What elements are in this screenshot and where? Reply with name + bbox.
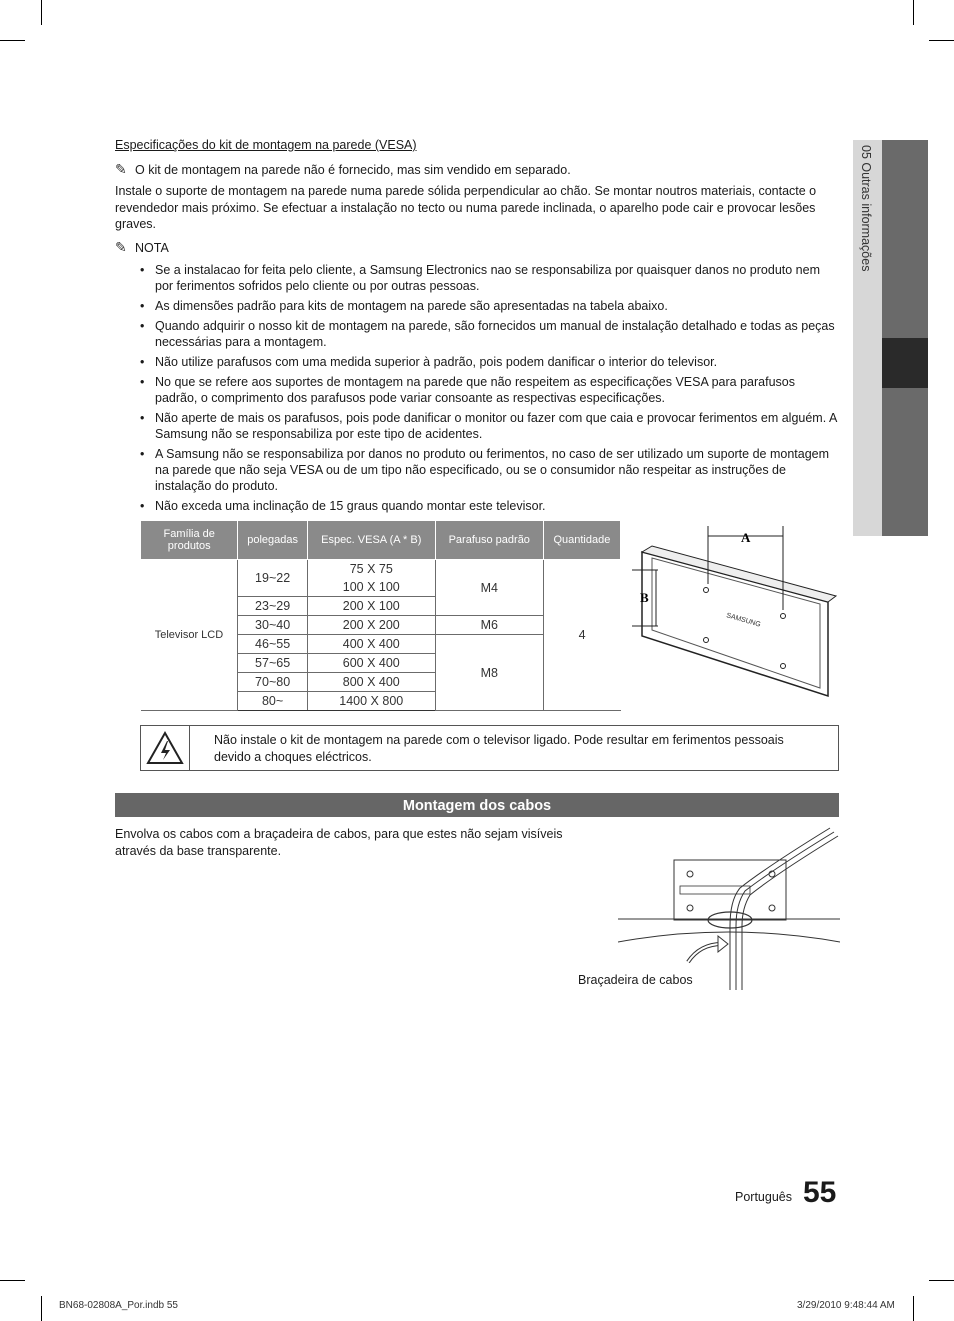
nota-label: NOTA [135,241,169,255]
screw-cell: M6 [435,616,543,635]
crop-mark [0,40,25,41]
column-header: Espec. VESA (A * B) [307,521,435,560]
crop-mark [929,1280,954,1281]
nota-line [115,239,169,257]
vesa-cell: 75 X 75 [307,560,435,579]
inches-cell: 80~ [238,692,307,711]
vesa-cell: 1400 X 800 [307,692,435,711]
screw-cell: M8 [435,635,543,711]
vesa-cell: 200 X 200 [307,616,435,635]
list-item: • No que se refere aos suportes de montagem na parede que não respeitem as especificações VESA para parafusos padrão, o comprimento dos parafusos pode variar consoante as respectivas especificações. [140,374,840,406]
list-item: • Se a instalacao for feita pelo cliente, a Samsung Electronics nao se responsabiliza por quaisquer danos no produto nem por ferimentos sofridos pelo cliente ou por outras pessoas. [140,262,840,294]
electric-shock-warning-icon [141,726,189,770]
tv-back-diagram [628,524,838,704]
inches-cell: 70~80 [238,673,307,692]
warning-box [140,725,839,771]
footer-file: BN68-02808A_Por.indb 55 [59,1300,178,1311]
note-text: O kit de montagem na parede não é fornecido, mas sim vendido em separado. [135,163,571,177]
crop-mark [41,0,42,25]
list-item: • Não exceda uma inclinação de 15 graus quando montar este televisor. [140,498,840,514]
cable-clamp-illustration [618,826,840,990]
note-line [115,161,835,179]
list-item: • Não aperte de mais os parafusos, pois pode danificar o monitor ou fazer com que caia e provocar ferimentos em alguém. A Samsung não se responsabiliza por este tipo de acidentes. [140,410,840,442]
chapter-title: 05 Outras informações [859,145,873,272]
chapter-tab-marker [882,338,928,388]
note-list [140,262,840,518]
inches-cell: 23~29 [238,597,307,616]
column-header: Parafuso padrão [435,521,543,560]
warning-icon-cell [141,726,190,770]
vesa-cell: 600 X 400 [307,654,435,673]
intro-paragraph: Instale o suporte de montagem na parede numa parede sólida perpendicular ao chão. Se montar noutros materiais, contacte o revendedor mais próximo. Se efectuar a instalação no tecto ou numa parede inclinada, o aparelho pode cair e provocar lesões graves. [115,184,817,231]
column-header: Família de produtos [141,521,238,560]
crop-mark [41,1296,42,1321]
list-item: • As dimensões padrão para kits de montagem na parede são apresentadas na tabela abaixo. [140,298,840,314]
list-item: • Quando adquirir o nosso kit de montagem na parede, são fornecidos um manual de instalação detalhado e todas as peças necessárias para a montagem. [140,318,840,350]
inches-cell: 19~22 [238,560,307,597]
screw-cell: M4 [435,560,543,616]
vesa-cell: 400 X 400 [307,635,435,654]
cables-paragraph: Envolva os cabos com a braçadeira de cabos, para que estes não sejam visíveis através da base transparente. [115,827,563,858]
table-header-row [141,521,621,560]
language-label: Português [735,1190,792,1204]
vesa-table [140,520,621,711]
inches-cell: 30~40 [238,616,307,635]
crop-mark [913,1296,914,1321]
crop-mark [913,0,914,25]
warning-text: Não instale o kit de montagem na parede com o televisor ligado. Pode resultar em ferimentos pessoais devido a choques eléctricos. [214,733,784,764]
brand-label: SAMSUNG [725,612,762,629]
dimension-a-label: A [741,530,751,545]
quantity-cell: 4 [543,560,620,711]
inches-cell: 57~65 [238,654,307,673]
table-row [141,560,621,579]
cables-section-title: Montagem dos cabos [115,793,839,817]
family-cell: Televisor LCD [141,560,238,711]
clamp-caption: Braçadeira de cabos [578,973,693,987]
list-item: • A Samsung não se responsabiliza por danos no produto ou ferimentos, no caso de ser utilizado um suporte de montagem na parede que não seja VESA ou de um tipo não especificado, ou se o consumidor não respeitar as instruções de instalação do produto. [140,446,840,494]
column-header: polegadas [238,521,307,560]
crop-mark [929,40,954,41]
dimension-b-label: B [640,590,649,605]
page-number: 55 [803,1176,837,1209]
vesa-cell: 100 X 100 [307,578,435,597]
vesa-cell: 800 X 400 [307,673,435,692]
section-heading: Especificações do kit de montagem na parede (VESA) [115,138,417,152]
inches-cell: 46~55 [238,635,307,654]
footer-date: 3/29/2010 9:48:44 AM [797,1300,895,1311]
pencil-icon: ✎ [115,161,127,177]
vesa-cell: 200 X 100 [307,597,435,616]
column-header: Quantidade [543,521,620,560]
list-item: • Não utilize parafusos com uma medida superior à padrão, pois podem danificar o interior do televisor. [140,354,840,370]
pencil-icon: ✎ [115,239,127,255]
crop-mark [0,1280,25,1281]
